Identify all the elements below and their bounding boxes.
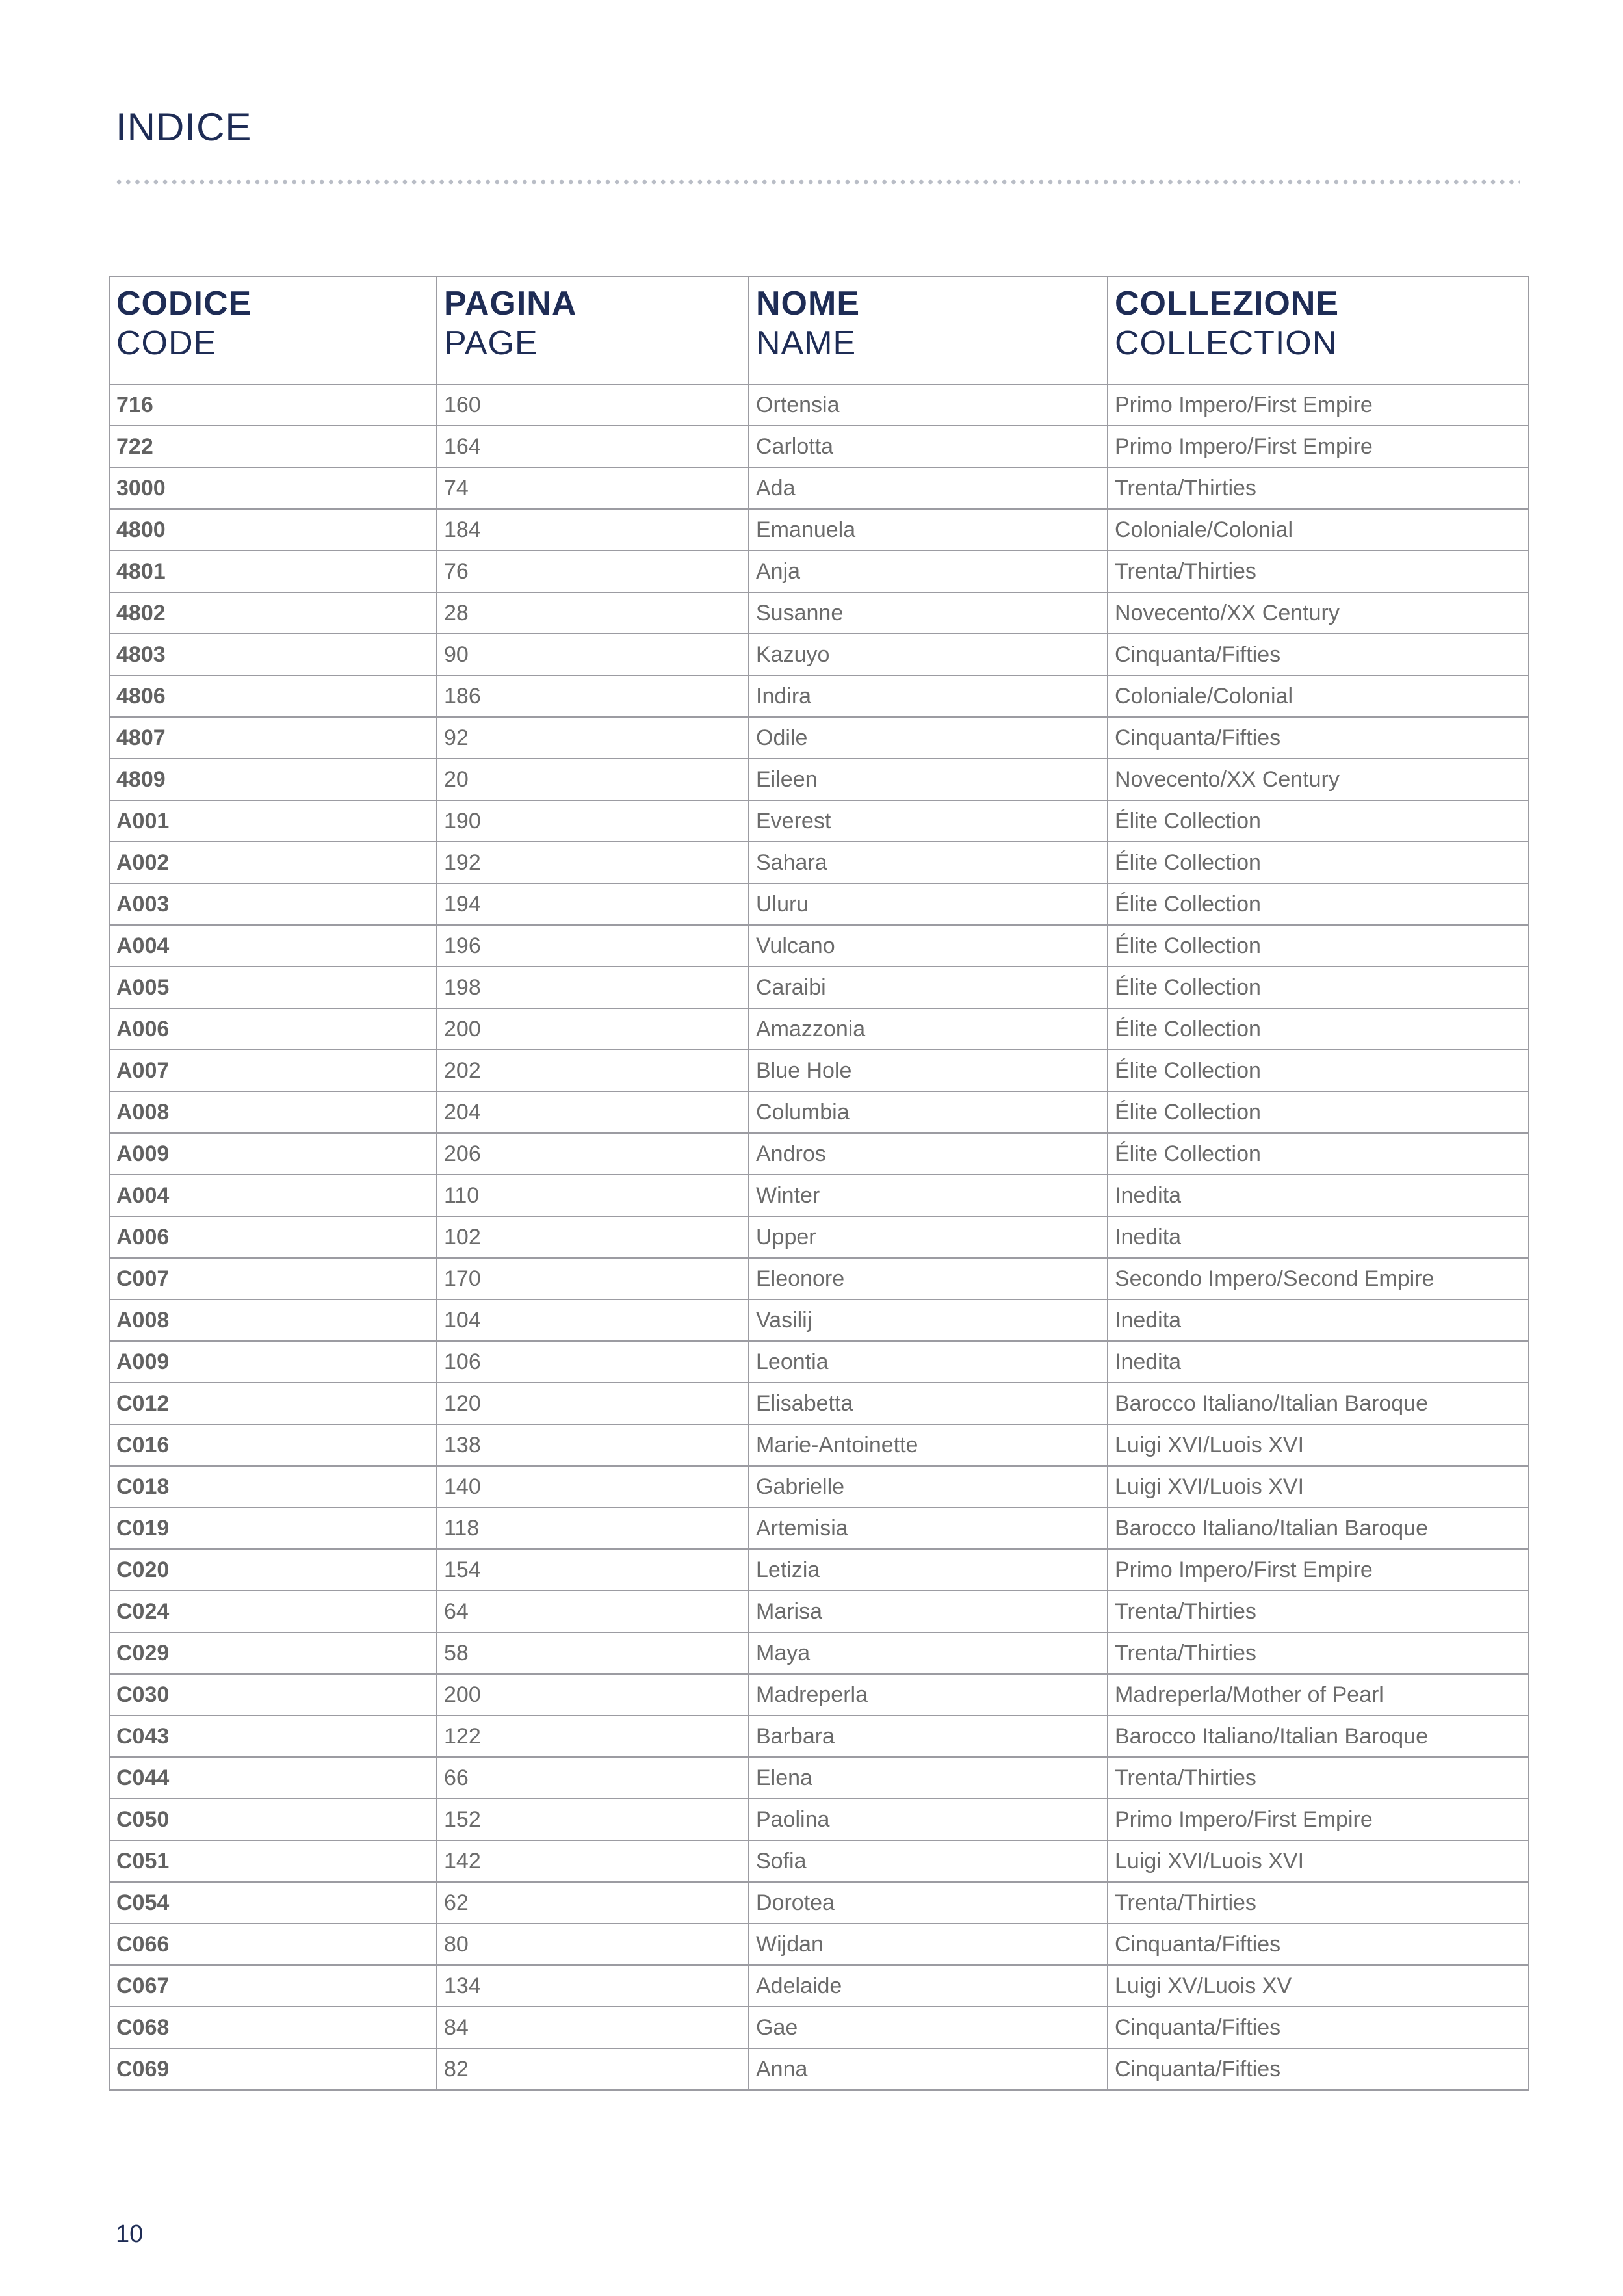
cell-collection: Barocco Italiano/Italian Baroque bbox=[1108, 1507, 1529, 1549]
cell-code: C007 bbox=[109, 1258, 437, 1299]
table-row bbox=[109, 1549, 1529, 1591]
table-row bbox=[109, 634, 1529, 675]
cell-code: 4801 bbox=[109, 551, 437, 592]
cell-collection: Coloniale/Colonial bbox=[1108, 675, 1529, 717]
cell-page: 192 bbox=[437, 842, 749, 883]
cell-page: 104 bbox=[437, 1299, 749, 1341]
cell-collection: Élite Collection bbox=[1108, 1008, 1529, 1050]
cell-name: Vasilij bbox=[749, 1299, 1108, 1341]
cell-code: 4807 bbox=[109, 717, 437, 759]
cell-page: 154 bbox=[437, 1549, 749, 1591]
cell-collection: Primo Impero/First Empire bbox=[1108, 426, 1529, 467]
cell-name: Vulcano bbox=[749, 925, 1108, 967]
column-header-code-it: CODICE bbox=[116, 285, 252, 322]
cell-name: Indira bbox=[749, 675, 1108, 717]
table-row bbox=[109, 2007, 1529, 2048]
cell-name: Everest bbox=[749, 800, 1108, 842]
cell-page: 194 bbox=[437, 883, 749, 925]
cell-name: Dorotea bbox=[749, 1882, 1108, 1924]
table-row bbox=[109, 1882, 1529, 1924]
cell-collection: Cinquanta/Fifties bbox=[1108, 2007, 1529, 2048]
table-row bbox=[109, 1674, 1529, 1715]
cell-name: Winter bbox=[749, 1175, 1108, 1216]
cell-collection: Cinquanta/Fifties bbox=[1108, 717, 1529, 759]
cell-code: A008 bbox=[109, 1091, 437, 1133]
cell-collection: Inedita bbox=[1108, 1299, 1529, 1341]
cell-code: A007 bbox=[109, 1050, 437, 1091]
cell-page: 170 bbox=[437, 1258, 749, 1299]
cell-name: Barbara bbox=[749, 1715, 1108, 1757]
table-row bbox=[109, 1216, 1529, 1258]
cell-collection: Trenta/Thirties bbox=[1108, 1591, 1529, 1632]
cell-collection: Luigi XV/Luois XV bbox=[1108, 1965, 1529, 2007]
cell-name: Letizia bbox=[749, 1549, 1108, 1591]
cell-name: Kazuyo bbox=[749, 634, 1108, 675]
cell-name: Gae bbox=[749, 2007, 1108, 2048]
cell-code: A009 bbox=[109, 1341, 437, 1383]
cell-code: A009 bbox=[109, 1133, 437, 1175]
cell-code: 4802 bbox=[109, 592, 437, 634]
cell-collection: Luigi XVI/Luois XVI bbox=[1108, 1424, 1529, 1466]
table-row bbox=[109, 717, 1529, 759]
table-row bbox=[109, 467, 1529, 509]
cell-page: 62 bbox=[437, 1882, 749, 1924]
cell-page: 74 bbox=[437, 467, 749, 509]
column-header-code bbox=[109, 276, 437, 384]
table-row bbox=[109, 759, 1529, 800]
cell-collection: Élite Collection bbox=[1108, 1050, 1529, 1091]
table-row bbox=[109, 1341, 1529, 1383]
cell-name: Columbia bbox=[749, 1091, 1108, 1133]
cell-collection: Inedita bbox=[1108, 1341, 1529, 1383]
cell-collection: Luigi XVI/Luois XVI bbox=[1108, 1466, 1529, 1507]
cell-code: A002 bbox=[109, 842, 437, 883]
cell-code: 716 bbox=[109, 384, 437, 426]
table-row bbox=[109, 883, 1529, 925]
cell-name: Amazzonia bbox=[749, 1008, 1108, 1050]
dotted-divider bbox=[114, 179, 1520, 185]
cell-page: 206 bbox=[437, 1133, 749, 1175]
cell-page: 186 bbox=[437, 675, 749, 717]
cell-code: C024 bbox=[109, 1591, 437, 1632]
cell-collection: Élite Collection bbox=[1108, 925, 1529, 967]
index-table bbox=[109, 276, 1529, 2091]
cell-page: 92 bbox=[437, 717, 749, 759]
table-row bbox=[109, 1632, 1529, 1674]
cell-name: Sahara bbox=[749, 842, 1108, 883]
cell-page: 152 bbox=[437, 1799, 749, 1840]
cell-name: Upper bbox=[749, 1216, 1108, 1258]
cell-page: 184 bbox=[437, 509, 749, 551]
table-row bbox=[109, 1133, 1529, 1175]
cell-name: Caraibi bbox=[749, 967, 1108, 1008]
cell-code: C054 bbox=[109, 1882, 437, 1924]
cell-page: 90 bbox=[437, 634, 749, 675]
table-row bbox=[109, 925, 1529, 967]
cell-name: Eleonore bbox=[749, 1258, 1108, 1299]
cell-page: 204 bbox=[437, 1091, 749, 1133]
cell-collection: Élite Collection bbox=[1108, 883, 1529, 925]
cell-collection: Trenta/Thirties bbox=[1108, 1882, 1529, 1924]
cell-page: 190 bbox=[437, 800, 749, 842]
cell-name: Marie-Antoinette bbox=[749, 1424, 1108, 1466]
cell-code: C050 bbox=[109, 1799, 437, 1840]
cell-code: C029 bbox=[109, 1632, 437, 1674]
cell-collection: Inedita bbox=[1108, 1175, 1529, 1216]
table-row bbox=[109, 1050, 1529, 1091]
column-header-collection bbox=[1108, 276, 1529, 384]
cell-collection: Coloniale/Colonial bbox=[1108, 509, 1529, 551]
column-header-collection-it: COLLEZIONE bbox=[1115, 285, 1340, 322]
cell-page: 134 bbox=[437, 1965, 749, 2007]
cell-page: 118 bbox=[437, 1507, 749, 1549]
cell-page: 110 bbox=[437, 1175, 749, 1216]
cell-page: 200 bbox=[437, 1008, 749, 1050]
cell-page: 200 bbox=[437, 1674, 749, 1715]
column-header-name bbox=[749, 276, 1108, 384]
cell-code: 4809 bbox=[109, 759, 437, 800]
cell-page: 28 bbox=[437, 592, 749, 634]
cell-name: Wijdan bbox=[749, 1924, 1108, 1965]
cell-name: Anna bbox=[749, 2048, 1108, 2090]
cell-page: 102 bbox=[437, 1216, 749, 1258]
cell-page: 160 bbox=[437, 384, 749, 426]
cell-name: Leontia bbox=[749, 1341, 1108, 1383]
cell-name: Ortensia bbox=[749, 384, 1108, 426]
cell-collection: Cinquanta/Fifties bbox=[1108, 634, 1529, 675]
cell-page: 84 bbox=[437, 2007, 749, 2048]
cell-page: 196 bbox=[437, 925, 749, 967]
cell-collection: Élite Collection bbox=[1108, 1091, 1529, 1133]
cell-code: A004 bbox=[109, 1175, 437, 1216]
cell-code: A006 bbox=[109, 1216, 437, 1258]
cell-code: C051 bbox=[109, 1840, 437, 1882]
cell-page: 142 bbox=[437, 1840, 749, 1882]
cell-name: Adelaide bbox=[749, 1965, 1108, 2007]
cell-page: 106 bbox=[437, 1341, 749, 1383]
table-row bbox=[109, 1840, 1529, 1882]
table-row bbox=[109, 1466, 1529, 1507]
table-row bbox=[109, 800, 1529, 842]
table-row bbox=[109, 842, 1529, 883]
cell-code: 4803 bbox=[109, 634, 437, 675]
table-row bbox=[109, 1965, 1529, 2007]
table-row bbox=[109, 384, 1529, 426]
cell-name: Marisa bbox=[749, 1591, 1108, 1632]
column-header-page-it: PAGINA bbox=[444, 285, 577, 322]
table-row bbox=[109, 551, 1529, 592]
cell-code: C043 bbox=[109, 1715, 437, 1757]
cell-collection: Novecento/XX Century bbox=[1108, 759, 1529, 800]
table-row bbox=[109, 1175, 1529, 1216]
table-row bbox=[109, 1757, 1529, 1799]
cell-code: A001 bbox=[109, 800, 437, 842]
cell-page: 164 bbox=[437, 426, 749, 467]
cell-code: C066 bbox=[109, 1924, 437, 1965]
cell-page: 20 bbox=[437, 759, 749, 800]
cell-page: 198 bbox=[437, 967, 749, 1008]
table-row bbox=[109, 1008, 1529, 1050]
cell-code: C030 bbox=[109, 1674, 437, 1715]
cell-code: A004 bbox=[109, 925, 437, 967]
cell-page: 66 bbox=[437, 1757, 749, 1799]
cell-code: A008 bbox=[109, 1299, 437, 1341]
cell-collection: Secondo Impero/Second Empire bbox=[1108, 1258, 1529, 1299]
cell-page: 120 bbox=[437, 1383, 749, 1424]
cell-page: 80 bbox=[437, 1924, 749, 1965]
cell-name: Carlotta bbox=[749, 426, 1108, 467]
cell-collection: Trenta/Thirties bbox=[1108, 551, 1529, 592]
page-title: INDICE bbox=[116, 105, 252, 149]
cell-code: C019 bbox=[109, 1507, 437, 1549]
cell-code: A006 bbox=[109, 1008, 437, 1050]
cell-name: Paolina bbox=[749, 1799, 1108, 1840]
cell-collection: Trenta/Thirties bbox=[1108, 467, 1529, 509]
page-number: 10 bbox=[116, 2221, 144, 2248]
cell-name: Susanne bbox=[749, 592, 1108, 634]
cell-collection: Trenta/Thirties bbox=[1108, 1757, 1529, 1799]
cell-collection: Cinquanta/Fifties bbox=[1108, 1924, 1529, 1965]
column-header-page-en: PAGE bbox=[444, 324, 538, 362]
table-row bbox=[109, 509, 1529, 551]
cell-name: Gabrielle bbox=[749, 1466, 1108, 1507]
cell-collection: Cinquanta/Fifties bbox=[1108, 2048, 1529, 2090]
cell-name: Eileen bbox=[749, 759, 1108, 800]
cell-code: C020 bbox=[109, 1549, 437, 1591]
cell-collection: Barocco Italiano/Italian Baroque bbox=[1108, 1383, 1529, 1424]
table-row bbox=[109, 1424, 1529, 1466]
cell-name: Odile bbox=[749, 717, 1108, 759]
cell-code: 4800 bbox=[109, 509, 437, 551]
cell-page: 202 bbox=[437, 1050, 749, 1091]
table-row bbox=[109, 1091, 1529, 1133]
cell-code: C044 bbox=[109, 1757, 437, 1799]
cell-code: 3000 bbox=[109, 467, 437, 509]
cell-name: Elisabetta bbox=[749, 1383, 1108, 1424]
cell-code: C068 bbox=[109, 2007, 437, 2048]
cell-collection: Luigi XVI/Luois XVI bbox=[1108, 1840, 1529, 1882]
column-header-code-en: CODE bbox=[116, 324, 217, 362]
table-header-row bbox=[109, 276, 1529, 384]
table-row bbox=[109, 426, 1529, 467]
cell-code: A005 bbox=[109, 967, 437, 1008]
column-header-collection-en: COLLECTION bbox=[1115, 324, 1338, 362]
cell-collection: Trenta/Thirties bbox=[1108, 1632, 1529, 1674]
cell-name: Maya bbox=[749, 1632, 1108, 1674]
cell-code: 722 bbox=[109, 426, 437, 467]
cell-page: 64 bbox=[437, 1591, 749, 1632]
cell-collection: Élite Collection bbox=[1108, 967, 1529, 1008]
cell-code: C016 bbox=[109, 1424, 437, 1466]
table-row bbox=[109, 1507, 1529, 1549]
cell-collection: Élite Collection bbox=[1108, 800, 1529, 842]
cell-name: Anja bbox=[749, 551, 1108, 592]
table-row bbox=[109, 1924, 1529, 1965]
cell-collection: Madreperla/Mother of Pearl bbox=[1108, 1674, 1529, 1715]
cell-code: C069 bbox=[109, 2048, 437, 2090]
cell-name: Sofia bbox=[749, 1840, 1108, 1882]
cell-collection: Barocco Italiano/Italian Baroque bbox=[1108, 1715, 1529, 1757]
cell-collection: Primo Impero/First Empire bbox=[1108, 1799, 1529, 1840]
column-header-page bbox=[437, 276, 749, 384]
cell-collection: Primo Impero/First Empire bbox=[1108, 384, 1529, 426]
cell-page: 140 bbox=[437, 1466, 749, 1507]
cell-name: Emanuela bbox=[749, 509, 1108, 551]
cell-page: 138 bbox=[437, 1424, 749, 1466]
cell-collection: Novecento/XX Century bbox=[1108, 592, 1529, 634]
table-row bbox=[109, 967, 1529, 1008]
cell-collection: Inedita bbox=[1108, 1216, 1529, 1258]
cell-page: 82 bbox=[437, 2048, 749, 2090]
cell-name: Blue Hole bbox=[749, 1050, 1108, 1091]
cell-code: 4806 bbox=[109, 675, 437, 717]
cell-collection: Élite Collection bbox=[1108, 842, 1529, 883]
cell-page: 58 bbox=[437, 1632, 749, 1674]
cell-name: Artemisia bbox=[749, 1507, 1108, 1549]
cell-name: Madreperla bbox=[749, 1674, 1108, 1715]
table-row bbox=[109, 1258, 1529, 1299]
cell-code: C018 bbox=[109, 1466, 437, 1507]
cell-page: 122 bbox=[437, 1715, 749, 1757]
column-header-name-en: NAME bbox=[756, 324, 857, 362]
table-row bbox=[109, 675, 1529, 717]
table-row bbox=[109, 1799, 1529, 1840]
cell-name: Uluru bbox=[749, 883, 1108, 925]
table-row bbox=[109, 1383, 1529, 1424]
cell-collection: Élite Collection bbox=[1108, 1133, 1529, 1175]
table-row bbox=[109, 2048, 1529, 2090]
cell-name: Elena bbox=[749, 1757, 1108, 1799]
cell-page: 76 bbox=[437, 551, 749, 592]
cell-name: Ada bbox=[749, 467, 1108, 509]
cell-collection: Primo Impero/First Empire bbox=[1108, 1549, 1529, 1591]
table-row bbox=[109, 592, 1529, 634]
column-header-name-it: NOME bbox=[756, 285, 860, 322]
table-row bbox=[109, 1715, 1529, 1757]
cell-code: A003 bbox=[109, 883, 437, 925]
cell-code: C012 bbox=[109, 1383, 437, 1424]
cell-name: Andros bbox=[749, 1133, 1108, 1175]
table-row bbox=[109, 1591, 1529, 1632]
table-row bbox=[109, 1299, 1529, 1341]
cell-code: C067 bbox=[109, 1965, 437, 2007]
